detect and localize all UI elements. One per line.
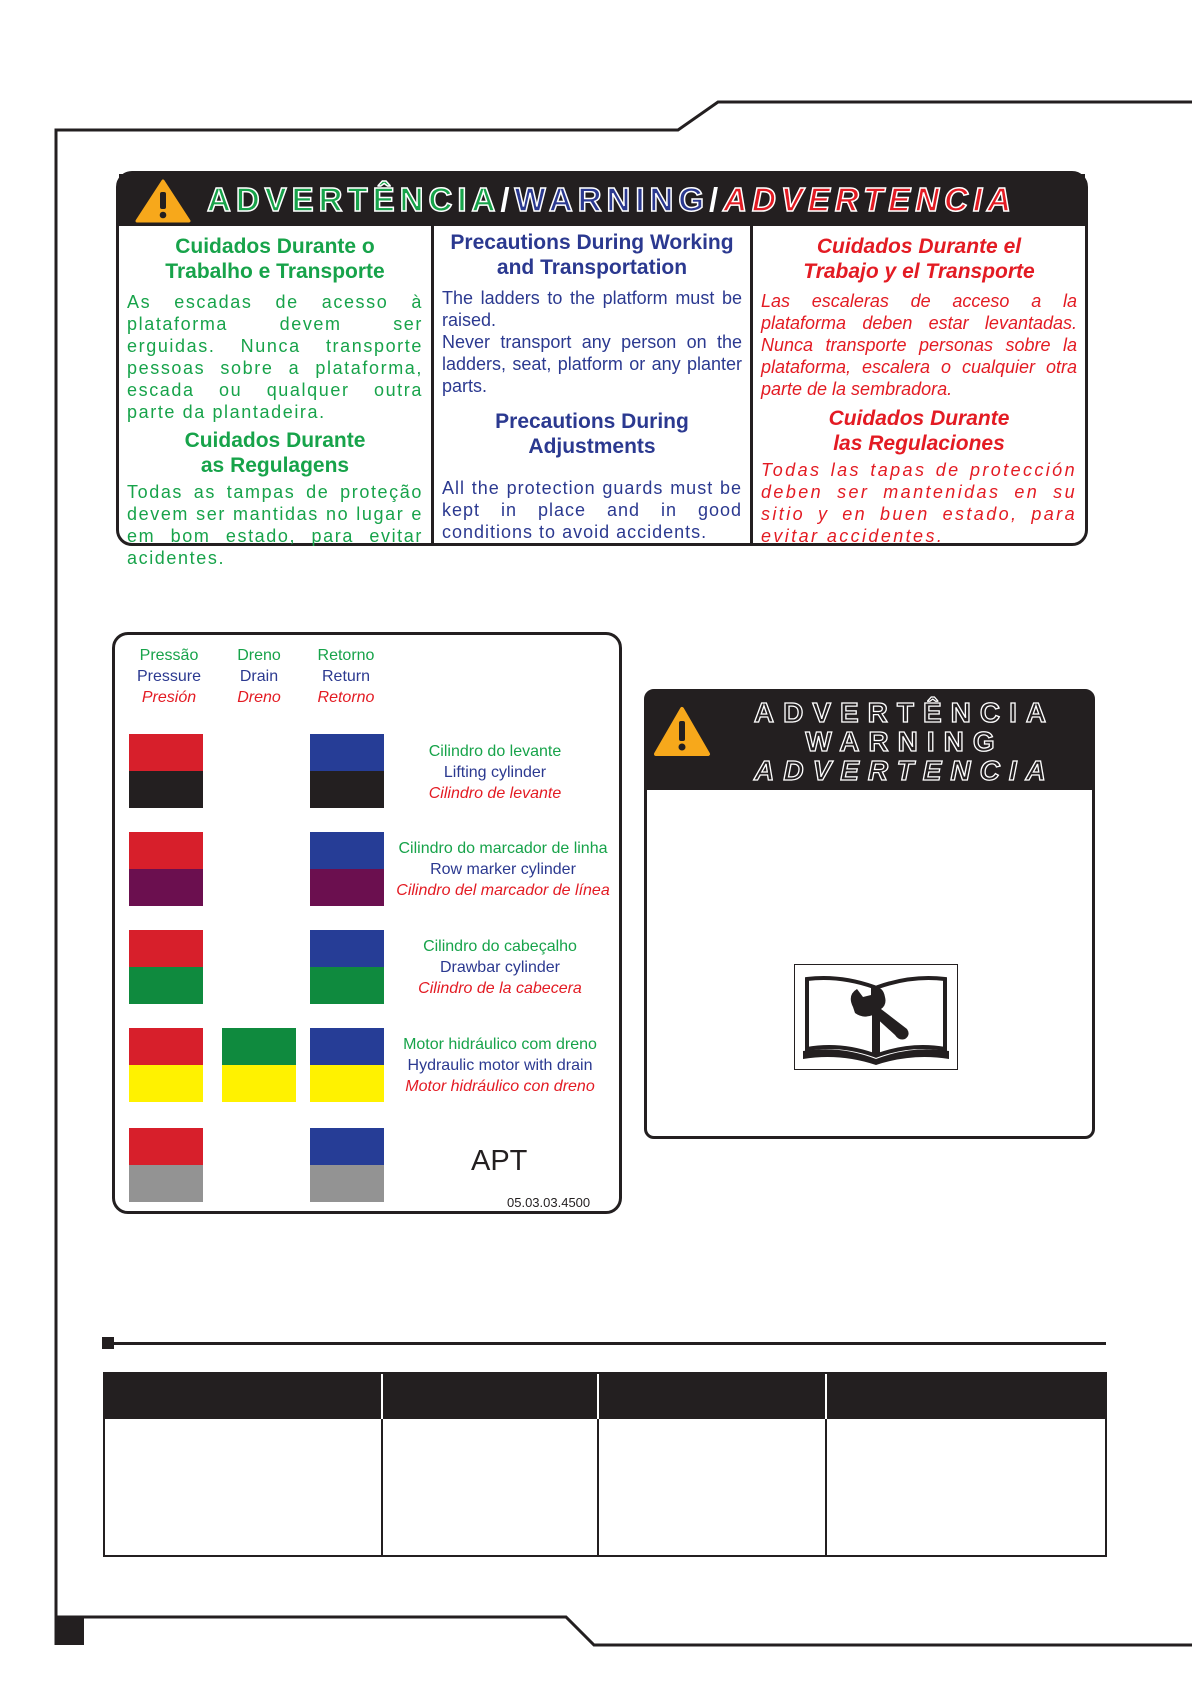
es-heading-2-line-1: Cuidados Durante: [828, 407, 1010, 430]
title-en-2: WARNING: [805, 726, 1004, 757]
legend-pressure-en: Pressure: [136, 668, 202, 685]
title-en: WARNING: [514, 181, 710, 218]
brand-label: APT: [471, 1145, 528, 1177]
en-heading-2: [442, 409, 742, 459]
warning-decal-manual: [644, 689, 1095, 1139]
warning-titles-2: [717, 698, 1092, 785]
return-purple-circle: [310, 832, 384, 906]
en-text-1a: The ladders to the platform must be raised.: [442, 288, 742, 330]
es-heading-1-line-1: Cuidados Durante el: [816, 235, 1022, 258]
pt-heading-2: [127, 428, 423, 478]
legend-drain-en: Drain: [239, 668, 279, 685]
row-1-es: Cilindro de levante: [428, 785, 562, 802]
legend-return-es: Retorno: [317, 689, 375, 706]
manual-wrench-icon: [795, 965, 957, 1069]
en-text-2: All the protection guards must be kept in place and in good conditions to avoid accidents.: [442, 478, 742, 542]
warning-triangle-icon: [653, 706, 711, 758]
legend-return-pt: Retorno: [317, 647, 375, 664]
pt-text-2: Todas as tampas de proteção devem ser mantidas no lugar e em bom estado, para evitar acidentes.: [127, 482, 423, 568]
row-marker-cylinder: [385, 838, 621, 901]
header-column-divider: [597, 1374, 599, 1419]
column-spanish: [753, 226, 1085, 546]
en-text-1b: Never transport any person on the ladders, seat, platform or any planter parts.: [442, 332, 742, 396]
row-3-pt: Cilindro do cabeçalho: [423, 938, 577, 955]
pt-heading-2-line-2: as Regulagens: [200, 454, 350, 477]
pressure-green-circle: [129, 930, 203, 1004]
es-text-1: Las escaleras de acceso a la plataforma deben estar levantadas. Nunca transporte personas sobre la plataforma, escalera o cualquier otra parte de la sembradora.: [761, 291, 1077, 399]
title-slash: /: [709, 181, 724, 218]
legend-drain-pt: Dreno: [237, 647, 281, 664]
pt-heading-1: [127, 234, 423, 284]
warning-triangle-icon: [135, 178, 191, 224]
part-code: 05.03.03.4500: [507, 1195, 591, 1210]
row-2-es: Cilindro del marcador de línea: [396, 882, 610, 899]
pressure-yellow-circle: [129, 1028, 203, 1102]
hydraulic-color-decal: [112, 632, 622, 1214]
row-3-es: Cilindro de la cabecera: [418, 980, 582, 997]
en-heading-1: [442, 230, 742, 280]
return-gray-circle: [310, 1128, 384, 1202]
row-2-pt: Cilindro do marcador de linha: [398, 840, 608, 857]
return-yellow-circle: [310, 1028, 384, 1102]
warning-header: [119, 174, 1085, 226]
table-header-row: [105, 1374, 1105, 1419]
section-rule: [110, 1342, 1106, 1345]
warning-header-2: [647, 692, 1092, 790]
en-heading-2-line-1: Precautions During: [495, 410, 689, 433]
title-slash: /: [500, 181, 515, 218]
legend-return: [296, 645, 396, 708]
en-heading-1-line-1: Precautions During Working: [450, 231, 734, 254]
legend-pressure-es: Presión: [141, 689, 197, 706]
title-pt-2: ADVERTÊNCIA: [753, 697, 1056, 728]
en-heading-1-line-2: and Transportation: [496, 256, 688, 279]
en-heading-2-line-2: Adjustments: [528, 435, 656, 458]
es-heading-2: [761, 406, 1077, 456]
row-hydraulic-motor: [390, 1034, 610, 1097]
row-1-pt: Cilindro do levante: [428, 743, 562, 760]
legend-return-en: Return: [321, 668, 371, 685]
page-corner-tab: [56, 1617, 84, 1645]
specs-table: [103, 1372, 1107, 1557]
row-4-en: Hydraulic motor with drain: [407, 1057, 593, 1074]
pt-heading-1-line-2: Trabalho e Transporte: [165, 260, 385, 283]
legend-pressure: [119, 645, 219, 708]
return-green-circle: [310, 930, 384, 1004]
header-column-divider: [381, 1374, 383, 1419]
row-lifting-cylinder: [395, 741, 595, 804]
row-2-en: Row marker cylinder: [430, 861, 576, 878]
pressure-gray-circle: [129, 1128, 203, 1202]
column-portuguese: [119, 226, 434, 568]
row-1-en: Lifting cylinder: [443, 764, 547, 781]
header-column-divider: [825, 1374, 827, 1419]
drain-yellow-circle: [222, 1028, 296, 1102]
es-text-2: Todas las tapas de protección deben ser mantenidas en su sitio y en buen estado, para evitar accidentes.: [761, 460, 1077, 546]
warning-body-2: [654, 790, 1085, 1129]
warning-title: [207, 178, 1087, 222]
legend-pressure-pt: Pressão: [139, 647, 199, 664]
row-drawbar-cylinder: [395, 936, 605, 999]
pressure-black-circle: [129, 734, 203, 808]
title-es-2: ADVERTENCIA: [754, 755, 1055, 786]
warning-decal-trilingual: [116, 171, 1088, 568]
legend-drain: [209, 645, 309, 708]
pt-heading-2-line-1: Cuidados Durante: [184, 429, 366, 452]
es-heading-1-line-2: Trabajo y el Transporte: [803, 260, 1035, 283]
pt-text-1: As escadas de acesso à plataforma devem ser erguidas. Nunca transporte pessoas sobre a plataforma, escada ou qualquer outra parte da plantadeira.: [127, 292, 423, 422]
title-es: ADVERTENCIA: [723, 181, 1016, 218]
legend-drain-es: Dreno: [237, 689, 281, 706]
es-heading-1: [761, 234, 1077, 284]
pressure-purple-circle: [129, 832, 203, 906]
manual-icon-frame: [794, 964, 958, 1070]
row-3-en: Drawbar cylinder: [439, 959, 561, 976]
row-4-es: Motor hidráulico con dreno: [405, 1078, 595, 1095]
title-pt: ADVERTÊNCIA: [207, 181, 501, 218]
return-black-circle: [310, 734, 384, 808]
pt-heading-1-line-1: Cuidados Durante o: [175, 235, 375, 258]
column-english: [434, 226, 753, 543]
es-heading-2-line-2: las Regulaciones: [833, 432, 1005, 455]
row-4-pt: Motor hidráulico com dreno: [403, 1036, 597, 1053]
